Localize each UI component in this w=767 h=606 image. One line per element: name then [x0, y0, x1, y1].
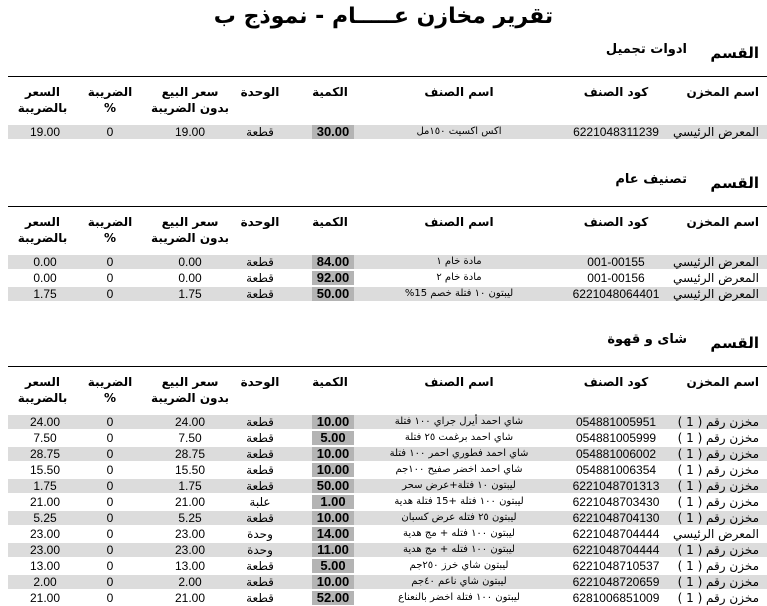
- table-row: [0, 574, 767, 590]
- header-tax: الضريبة %: [87, 215, 133, 245]
- table-row: [0, 124, 767, 140]
- header-code: كود الصنف: [583, 85, 649, 99]
- table-body: [0, 254, 767, 302]
- row-item-code: 054881005951: [575, 415, 657, 429]
- row-item-name: ليبتون ٢٥ فتله عرض كسبان: [401, 512, 517, 523]
- row-price-incl-tax: 21.00: [29, 495, 61, 509]
- row-price-excl-tax: 23.00: [174, 543, 206, 557]
- row-price-excl-tax: 15.50: [174, 463, 206, 477]
- row-item-code: 6221048311239: [573, 125, 659, 139]
- row-store-name: مخزن رقم ( 1 ): [677, 575, 759, 589]
- row-item-name: شاي احمد فطوري احمر ١٠٠ فتلة: [389, 448, 529, 459]
- category-section: [0, 174, 767, 314]
- header-price: سعر البيع بدون الضريبة: [151, 215, 229, 245]
- row-quantity: 10.00: [312, 415, 354, 429]
- row-item-name: ليبتون ١٠٠ فتلة اخضر بالنعناع: [398, 592, 520, 603]
- row-item-code: 6221048720659: [572, 575, 660, 589]
- table-body: [0, 124, 767, 140]
- row-item-name: مادة خام ٢: [436, 272, 482, 283]
- row-item-name: شاي احمد برغمت ٢٥ فتلة: [404, 432, 514, 443]
- row-quantity: 50.00: [312, 287, 354, 301]
- row-price-excl-tax: 24.00: [174, 415, 206, 429]
- row-quantity: 5.00: [312, 559, 354, 573]
- row-price-excl-tax: 23.00: [174, 527, 206, 541]
- row-item-name: ليبتون ١٠٠ فتله + مج هدية: [403, 528, 515, 539]
- header-top-rule: [8, 366, 767, 367]
- row-unit: وحدة: [247, 543, 273, 557]
- row-item-code: 6221048703430: [572, 495, 660, 509]
- row-tax-percent: 0: [106, 255, 114, 269]
- row-price-excl-tax: 1.75: [178, 287, 202, 301]
- row-tax-percent: 0: [106, 575, 114, 589]
- row-store-name: المعرض الرئيسي: [673, 255, 759, 269]
- header-tax: الضريبة %: [87, 85, 133, 115]
- row-item-name: ليبتون شاي ناعم ٤٠جم: [411, 576, 507, 587]
- table-row: [0, 526, 767, 542]
- header-top-rule: [8, 76, 767, 77]
- table-row: [0, 430, 767, 446]
- table-row: [0, 254, 767, 270]
- row-store-name: مخزن رقم ( 1 ): [677, 431, 759, 445]
- row-price-incl-tax: 28.75: [29, 447, 61, 461]
- row-unit: قطعة: [246, 511, 274, 525]
- table-row: [0, 270, 767, 286]
- row-unit: قطعة: [246, 125, 274, 139]
- row-item-code: 054881006354: [575, 463, 657, 477]
- header-price: سعر البيع بدون الضريبة: [151, 375, 229, 405]
- row-item-name: ليبتون ١٠٠ فتله + مج هدية: [403, 544, 515, 555]
- row-item-code: 6221048064401: [572, 287, 660, 301]
- row-quantity: 10.00: [312, 463, 354, 477]
- header-quantity: الكمية: [312, 375, 348, 389]
- header-code: كود الصنف: [583, 375, 649, 389]
- row-tax-percent: 0: [106, 511, 114, 525]
- header-price: سعر البيع بدون الضريبة: [151, 85, 229, 115]
- row-price-excl-tax: 21.00: [174, 495, 206, 509]
- row-tax-percent: 0: [106, 415, 114, 429]
- table-row: [0, 542, 767, 558]
- row-item-name: ليبتون ١٠٠ فتلة +15 فتلة هدية: [394, 496, 524, 507]
- row-price-excl-tax: 1.75: [178, 479, 202, 493]
- header-unit: الوحدة: [240, 85, 280, 99]
- row-quantity: 1.00: [312, 495, 354, 509]
- row-price-excl-tax: 13.00: [174, 559, 206, 573]
- row-store-name: المعرض الرئيسي: [673, 527, 759, 541]
- row-unit: قطعة: [246, 463, 274, 477]
- category-name: تصنيف عام: [615, 172, 687, 187]
- row-price-excl-tax: 7.50: [178, 431, 202, 445]
- row-quantity: 5.00: [312, 431, 354, 445]
- row-store-name: مخزن رقم ( 1 ): [677, 495, 759, 509]
- row-store-name: مخزن رقم ( 1 ): [677, 559, 759, 573]
- row-store-name: مخزن رقم ( 1 ): [677, 511, 759, 525]
- category-label: القسم: [710, 334, 759, 352]
- row-price-excl-tax: 2.00: [178, 575, 202, 589]
- row-tax-percent: 0: [106, 287, 114, 301]
- header-quantity: الكمية: [312, 85, 348, 99]
- table-row: [0, 414, 767, 430]
- header-tax: الضريبة %: [87, 375, 133, 405]
- row-tax-percent: 0: [106, 591, 114, 605]
- header-item-name: اسم الصنف: [424, 375, 494, 389]
- row-unit: وحدة: [247, 527, 273, 541]
- row-unit: قطعة: [246, 559, 274, 573]
- header-store: اسم المخزن: [686, 375, 759, 389]
- row-price-excl-tax: 0.00: [178, 255, 202, 269]
- row-item-code: 001-00155: [587, 255, 645, 269]
- row-price-incl-tax: 24.00: [29, 415, 61, 429]
- row-item-code: 6281006851009: [572, 591, 660, 605]
- row-price-excl-tax: 5.25: [178, 511, 202, 525]
- row-unit: قطعة: [246, 479, 274, 493]
- row-tax-percent: 0: [106, 479, 114, 493]
- row-price-incl-tax: 7.50: [33, 431, 57, 445]
- row-item-name: شاي احمد اخضر صفيح ١٠٠جم: [395, 464, 523, 475]
- row-price-incl-tax: 19.00: [29, 125, 61, 139]
- row-store-name: المعرض الرئيسي: [673, 287, 759, 301]
- row-item-code: 6221048701313: [572, 479, 660, 493]
- row-unit: علبة: [249, 495, 271, 509]
- row-item-code: 6221048704444: [572, 527, 660, 541]
- row-store-name: المعرض الرئيسي: [673, 125, 759, 139]
- row-quantity: 14.00: [312, 527, 354, 541]
- row-store-name: مخزن رقم ( 1 ): [677, 463, 759, 477]
- table-row: [0, 558, 767, 574]
- table-row: [0, 462, 767, 478]
- row-quantity: 84.00: [312, 255, 354, 269]
- row-quantity: 10.00: [312, 511, 354, 525]
- row-item-code: 6221048704130: [572, 511, 660, 525]
- category-section: [0, 334, 767, 604]
- row-item-code: 6221048710537: [572, 559, 660, 573]
- table-row: [0, 510, 767, 526]
- row-quantity: 10.00: [312, 575, 354, 589]
- row-item-code: 6221048704444: [572, 543, 660, 557]
- header-store: اسم المخزن: [686, 215, 759, 229]
- report-title: تقرير مخازن عـــــام - نموذج ب: [213, 4, 554, 29]
- row-store-name: مخزن رقم ( 1 ): [677, 543, 759, 557]
- row-quantity: 50.00: [312, 479, 354, 493]
- row-unit: قطعة: [246, 431, 274, 445]
- table-row: [0, 446, 767, 462]
- category-label: القسم: [710, 44, 759, 62]
- row-quantity: 52.00: [312, 591, 354, 605]
- row-tax-percent: 0: [106, 527, 114, 541]
- row-price-excl-tax: 19.00: [174, 125, 206, 139]
- row-unit: قطعة: [246, 447, 274, 461]
- row-price-incl-tax: 1.75: [33, 479, 57, 493]
- row-unit: قطعة: [246, 415, 274, 429]
- row-price-incl-tax: 13.00: [29, 559, 61, 573]
- row-store-name: المعرض الرئيسي: [673, 271, 759, 285]
- row-tax-percent: 0: [106, 495, 114, 509]
- category-section: [0, 44, 767, 154]
- row-tax-percent: 0: [106, 543, 114, 557]
- header-total: السعر بالضريبة: [17, 375, 68, 405]
- row-price-incl-tax: 23.00: [29, 543, 61, 557]
- header-code: كود الصنف: [583, 215, 649, 229]
- header-unit: الوحدة: [240, 215, 280, 229]
- header-unit: الوحدة: [240, 375, 280, 389]
- row-item-name: مادة خام ١: [436, 256, 482, 267]
- row-price-incl-tax: 2.00: [33, 575, 57, 589]
- table-row: [0, 494, 767, 510]
- row-price-incl-tax: 21.00: [29, 591, 61, 605]
- row-item-name: اكس اكسيت ١٥٠مل: [416, 126, 502, 137]
- row-unit: قطعة: [246, 591, 274, 605]
- row-price-incl-tax: 23.00: [29, 527, 61, 541]
- row-unit: قطعة: [246, 287, 274, 301]
- row-item-code: 054881006002: [575, 447, 657, 461]
- row-quantity: 30.00: [312, 125, 354, 139]
- category-name: شاى و قهوة: [607, 332, 687, 347]
- row-price-incl-tax: 5.25: [33, 511, 57, 525]
- header-store: اسم المخزن: [686, 85, 759, 99]
- header-total: السعر بالضريبة: [17, 215, 68, 245]
- row-price-excl-tax: 28.75: [174, 447, 206, 461]
- category-label: القسم: [710, 174, 759, 192]
- row-price-incl-tax: 0.00: [33, 271, 57, 285]
- row-unit: قطعة: [246, 271, 274, 285]
- row-item-name: ليبتون ١٠ فتلة+عرض سحر: [402, 480, 516, 491]
- category-name: ادوات تجميل: [605, 42, 687, 57]
- row-tax-percent: 0: [106, 447, 114, 461]
- header-item-name: اسم الصنف: [424, 85, 494, 99]
- row-store-name: مخزن رقم ( 1 ): [677, 447, 759, 461]
- row-item-name: شاي احمد أيرل جراي ١٠٠ فتلة: [394, 416, 524, 427]
- header-item-name: اسم الصنف: [424, 215, 494, 229]
- header-top-rule: [8, 206, 767, 207]
- row-quantity: 11.00: [312, 543, 354, 557]
- row-item-name: ليبتون ١٠ فتلة خصم 15%: [404, 288, 514, 299]
- header-quantity: الكمية: [312, 215, 348, 229]
- row-item-code: 001-00156: [587, 271, 645, 285]
- row-item-name: ليبتون شاي خرز ٢٥٠جم: [409, 560, 509, 571]
- row-item-code: 054881005999: [575, 431, 657, 445]
- row-tax-percent: 0: [106, 431, 114, 445]
- row-tax-percent: 0: [106, 559, 114, 573]
- row-quantity: 92.00: [312, 271, 354, 285]
- row-price-excl-tax: 0.00: [178, 271, 202, 285]
- row-unit: قطعة: [246, 575, 274, 589]
- row-price-incl-tax: 1.75: [33, 287, 57, 301]
- table-body: [0, 414, 767, 606]
- row-unit: قطعة: [246, 255, 274, 269]
- row-tax-percent: 0: [106, 271, 114, 285]
- row-price-excl-tax: 21.00: [174, 591, 206, 605]
- row-price-incl-tax: 0.00: [33, 255, 57, 269]
- row-store-name: مخزن رقم ( 1 ): [677, 591, 759, 605]
- row-tax-percent: 0: [106, 463, 114, 477]
- row-quantity: 10.00: [312, 447, 354, 461]
- row-store-name: مخزن رقم ( 1 ): [677, 479, 759, 493]
- table-row: [0, 478, 767, 494]
- row-tax-percent: 0: [106, 125, 114, 139]
- header-total: السعر بالضريبة: [17, 85, 68, 115]
- row-store-name: مخزن رقم ( 1 ): [677, 415, 759, 429]
- table-row: [0, 286, 767, 302]
- row-price-incl-tax: 15.50: [29, 463, 61, 477]
